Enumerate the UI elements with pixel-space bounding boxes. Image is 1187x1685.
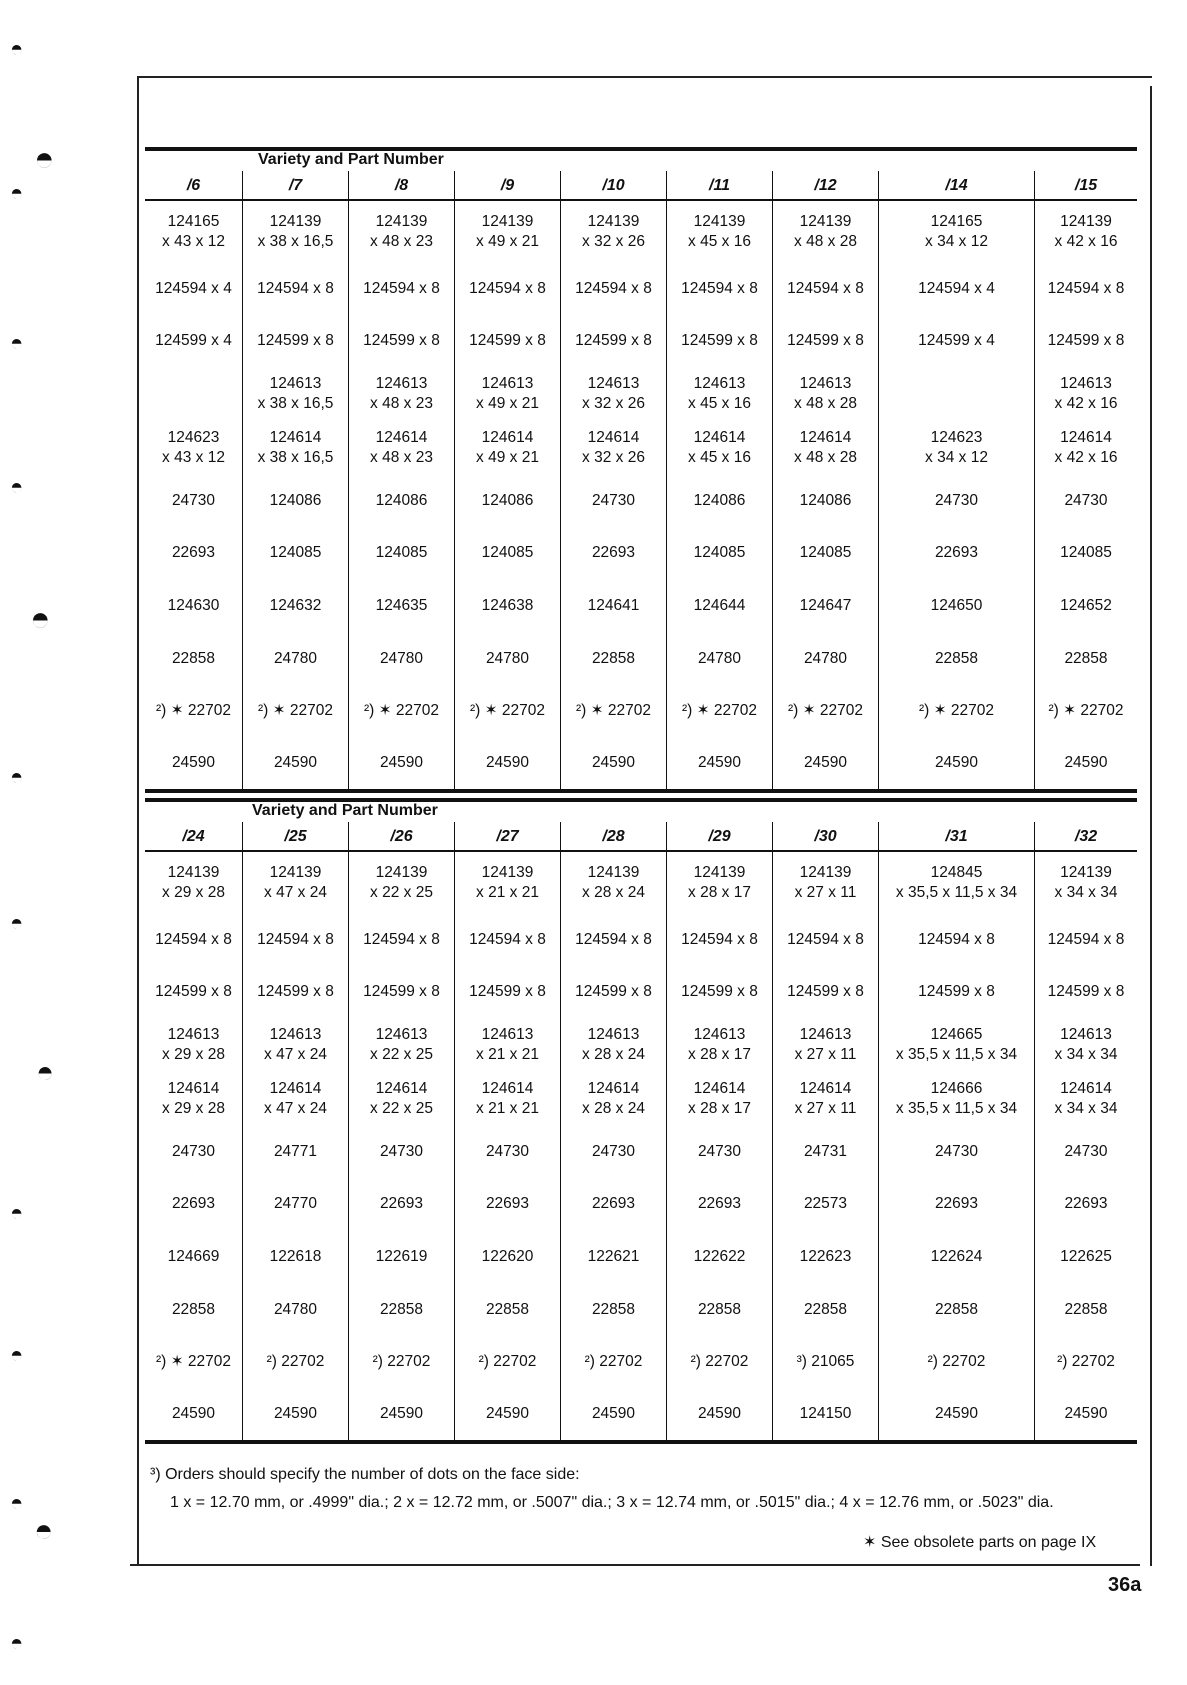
table-cell: [879, 367, 1034, 421]
table-cell: 22693: [171, 544, 216, 561]
table-cell: 24730: [171, 492, 216, 509]
table-cell: 124614 x 38 x 16,5: [257, 429, 334, 466]
table-cell: 124614 x 48 x 28: [794, 429, 857, 466]
table-cell: ²) ✶ 22702: [575, 702, 652, 719]
table-cell: 22858: [697, 1301, 742, 1318]
frame-right: [1150, 86, 1152, 1566]
table-column: [1035, 201, 1137, 789]
table-cell: 124599 x 8: [363, 983, 440, 1000]
table-cell: 124650: [930, 597, 983, 614]
table-cell: 22693: [485, 1195, 530, 1212]
table-cell: 24590: [485, 1405, 530, 1422]
punch-hole-mark: ◓: [10, 1200, 24, 1225]
table-cell: 24730: [1064, 492, 1108, 509]
table-cell: 124613 x 29 x 28: [162, 1026, 225, 1063]
table-title: Variety and Part Number: [252, 802, 438, 819]
table-cell: 22858: [379, 1301, 424, 1318]
table-cell: 124594 x 8: [681, 280, 758, 297]
table-cell: 24590: [171, 1405, 216, 1422]
table-cell: 124594 x 8: [918, 931, 995, 948]
table-cell: 22693: [591, 1195, 636, 1212]
table-cell: 124623 x 43 x 12: [162, 429, 225, 466]
table-cell: ²) 22702: [372, 1353, 431, 1370]
table-cell: 124085: [1060, 544, 1112, 561]
table-cell: 124652: [1060, 597, 1112, 614]
table-cell: 124614 x 22 x 25: [370, 1080, 433, 1117]
table-cell: 124594 x 8: [575, 931, 652, 948]
table-cell: ²) 22702: [266, 1353, 325, 1370]
table-cell: ²) 22702: [478, 1353, 537, 1370]
table-cell: 124594 x 8: [787, 280, 864, 297]
table-cell: 124599 x 8: [469, 332, 546, 349]
table-column: [455, 852, 561, 1440]
punch-hole-mark: ◓: [10, 1490, 24, 1515]
table-bottom-rule: [145, 789, 1137, 793]
table-cell: 24590: [697, 754, 742, 771]
column-header: /28: [561, 822, 667, 850]
table-cell: 124086: [269, 492, 322, 509]
table-cell: 24590: [934, 1405, 979, 1422]
punch-hole-mark: ◓: [34, 140, 55, 178]
table-cell: 124139 x 21 x 21: [476, 864, 539, 901]
table-cell: 124594 x 8: [257, 280, 334, 297]
table-cell: 24730: [934, 492, 979, 509]
table-cell: 124139 x 45 x 16: [688, 213, 751, 250]
table-cell: 124139 x 48 x 23: [370, 213, 433, 250]
parts-table-2: [145, 798, 1137, 1444]
table-cell: 124599 x 4: [155, 332, 232, 349]
table-column: [349, 201, 455, 789]
table-cell: 124599 x 8: [469, 983, 546, 1000]
table-cell: 24730: [379, 1143, 424, 1160]
table-column: [145, 852, 243, 1440]
column-header: /8: [349, 171, 455, 199]
frame-bottom: [130, 1564, 1140, 1566]
table-cell: 22858: [803, 1301, 848, 1318]
table-cell: 124086: [375, 492, 428, 509]
table-cell: 124599 x 8: [1047, 332, 1125, 349]
table-cell: 124594 x 8: [363, 931, 440, 948]
table-cell: 124139 x 32 x 26: [582, 213, 645, 250]
table-cell: 124594 x 8: [469, 280, 546, 297]
table-cell: 124599 x 8: [1047, 983, 1125, 1000]
table-cell: 24780: [697, 650, 742, 667]
table-cell: 124613 x 27 x 11: [794, 1026, 857, 1063]
table-title: Variety and Part Number: [258, 151, 444, 168]
table-cell: ²) ✶ 22702: [681, 702, 758, 719]
punch-hole-mark: ◓: [10, 330, 24, 355]
table-cell: ³) 21065: [796, 1353, 855, 1370]
table-cell: 124647: [799, 597, 852, 614]
table-cell: 124599 x 8: [257, 983, 334, 1000]
table-cell: 124599 x 8: [575, 983, 652, 1000]
table-cell: 124139 x 29 x 28: [162, 864, 225, 901]
table-cell: 124641: [587, 597, 640, 614]
punch-hole-mark: ◓: [34, 1512, 54, 1548]
parts-table-1: [145, 147, 1137, 793]
table-column: [773, 201, 879, 789]
table-cell: 124613 x 45 x 16: [688, 375, 751, 412]
table-cell: 124085: [693, 544, 746, 561]
footnote-diameters: 1 x = 12.70 mm, or .4999" dia.; 2 x = 12.72 mm, or .5007" dia.; 3 x = 12.74 mm, or .5015" dia.; 4 x = 12.76 mm, or .5023" dia.: [170, 1494, 1054, 1511]
table-cell: 124139 x 38 x 16,5: [257, 213, 334, 250]
table-cell: ²) ✶ 22702: [918, 702, 995, 719]
punch-hole-mark: ◓: [10, 180, 24, 205]
table-column: [773, 852, 879, 1440]
punch-hole-mark: ◓: [30, 600, 51, 638]
table-cell: 124594 x 8: [257, 931, 334, 948]
table-cell: 24780: [379, 650, 424, 667]
table-cell: 124594 x 8: [787, 931, 864, 948]
table-cell: 124594 x 8: [681, 931, 758, 948]
punch-hole-mark: ◓: [10, 36, 24, 61]
table-cell: 124599 x 8: [363, 332, 440, 349]
table-cell: 124666 x 35,5 x 11,5 x 34: [895, 1080, 1018, 1117]
table-cell: 24590: [273, 754, 318, 771]
table-cell: 124139 x 49 x 21: [476, 213, 539, 250]
table-cell: 122620: [481, 1248, 534, 1265]
column-header: /7: [243, 171, 349, 199]
table-cell: 124614 x 27 x 11: [794, 1080, 857, 1117]
table-cell: 124614 x 49 x 21: [476, 429, 539, 466]
table-cell: 24590: [591, 1405, 636, 1422]
table-cell: 122621: [587, 1248, 640, 1265]
table-column: [455, 201, 561, 789]
table-cell: 122618: [269, 1248, 322, 1265]
table-cell: 24730: [485, 1143, 530, 1160]
table-cell: 124085: [375, 544, 428, 561]
table-cell: 124594 x 8: [363, 280, 440, 297]
table-cell: 22858: [934, 650, 979, 667]
table-cell: 22858: [171, 650, 216, 667]
table-cell: 124139 x 28 x 17: [688, 864, 751, 901]
table-cell: 124623 x 34 x 12: [925, 429, 988, 466]
table-cell: 24730: [591, 492, 636, 509]
table-cell: 24730: [1064, 1143, 1108, 1160]
table-cell: 122623: [799, 1248, 852, 1265]
table-cell: 124599 x 8: [257, 332, 334, 349]
table-cell: 124150: [799, 1405, 852, 1422]
table-cell: 124086: [799, 492, 852, 509]
table-cell: 22693: [591, 544, 636, 561]
table-cell: 24780: [273, 650, 318, 667]
table-cell: 124085: [481, 544, 534, 561]
footnote-dots: ³) Orders should specify the number of dots on the face side:: [150, 1466, 580, 1483]
column-header: /27: [455, 822, 561, 850]
table-column: [145, 201, 243, 789]
table-cell: 124613 x 32 x 26: [582, 375, 645, 412]
table-cell: 124086: [481, 492, 534, 509]
table-cell: 124614 x 45 x 16: [688, 429, 751, 466]
table-cell: 24590: [171, 754, 216, 771]
table-cell: 24730: [934, 1143, 979, 1160]
table-cell: 22858: [171, 1301, 216, 1318]
table-cell: 124845 x 35,5 x 11,5 x 34: [895, 864, 1018, 901]
table-cell: 22858: [1064, 1301, 1108, 1318]
table-cell: 124599 x 8: [681, 983, 758, 1000]
table-cell: 24590: [1064, 1405, 1108, 1422]
column-header: /9: [455, 171, 561, 199]
table-cell: 124139 x 28 x 24: [582, 864, 645, 901]
column-header: /26: [349, 822, 455, 850]
table-column: [667, 201, 773, 789]
table-cell: 24780: [803, 650, 848, 667]
table-cell: 124613 x 47 x 24: [264, 1026, 327, 1063]
table-cell: 124594 x 8: [1047, 931, 1125, 948]
table-cell: 122625: [1060, 1248, 1112, 1265]
table-cell: 124614 x 34 x 34: [1054, 1080, 1118, 1117]
table-column: [667, 852, 773, 1440]
table-cell: 124599 x 8: [575, 332, 652, 349]
table-cell: 24590: [485, 754, 530, 771]
table-body: [145, 199, 1137, 789]
table-cell: 24590: [379, 754, 424, 771]
punch-hole-mark: ◓: [10, 1630, 24, 1655]
table-cell: 124665 x 35,5 x 11,5 x 34: [895, 1026, 1018, 1063]
table-cell: 22858: [591, 650, 636, 667]
table-cell: 124086: [693, 492, 746, 509]
table-cell: 122619: [375, 1248, 428, 1265]
table-cell: 124139 x 22 x 25: [370, 864, 433, 901]
table-cell: 22693: [171, 1195, 216, 1212]
column-header-row: [145, 171, 1137, 199]
table-cell: 124635: [375, 597, 428, 614]
table-cell: 124630: [167, 597, 220, 614]
table-cell: 22858: [591, 1301, 636, 1318]
table-cell: 124644: [693, 597, 746, 614]
table-cell: 124613 x 38 x 16,5: [257, 375, 334, 412]
table-cell: 22693: [697, 1195, 742, 1212]
column-header: /6: [145, 171, 243, 199]
table-cell: 124594 x 4: [155, 280, 232, 297]
table-column: [243, 201, 349, 789]
binder-holes: [0, 0, 60, 1685]
column-header: /25: [243, 822, 349, 850]
column-header: /15: [1074, 177, 1098, 194]
punch-hole-mark: ◓: [10, 910, 24, 935]
table-cell: ²) ✶ 22702: [155, 702, 232, 719]
table-cell: ²) ✶ 22702: [257, 702, 334, 719]
column-header: /31: [879, 822, 1035, 850]
table-cell: ²) ✶ 22702: [469, 702, 546, 719]
table-cell: 124594 x 4: [918, 280, 995, 297]
table-cell: ²) ✶ 22702: [363, 702, 440, 719]
table-cell: 124632: [269, 597, 322, 614]
table-cell: 24730: [591, 1143, 636, 1160]
table-cell: 22573: [803, 1195, 848, 1212]
table-cell: 124139 x 27 x 11: [794, 864, 857, 901]
footnote-obsolete: ✶ See obsolete parts on page IX: [863, 1534, 1097, 1551]
table-cell: 24771: [273, 1143, 318, 1160]
table-cell: 24590: [803, 754, 848, 771]
table-cell: 24731: [803, 1143, 848, 1160]
table-cell: ²) 22702: [584, 1353, 643, 1370]
table-cell: 22858: [1064, 650, 1108, 667]
table-cell: 124614 x 28 x 24: [582, 1080, 645, 1117]
table-cell: 22858: [485, 1301, 530, 1318]
table-cell: 124614 x 21 x 21: [476, 1080, 539, 1117]
table-cell: 124613 x 48 x 28: [794, 375, 857, 412]
page-number: 36a: [1108, 1574, 1142, 1596]
table-cell: 24730: [171, 1143, 216, 1160]
punch-hole-mark: ◓: [10, 1342, 24, 1367]
table-cell: 124594 x 8: [575, 280, 652, 297]
table-cell: 124599 x 8: [787, 983, 864, 1000]
column-header-row: [145, 822, 1137, 850]
table-cell: 124594 x 8: [469, 931, 546, 948]
table-column: [243, 852, 349, 1440]
table-cell: 124139 x 42 x 16: [1054, 213, 1118, 250]
punch-hole-mark: ◓: [36, 1056, 55, 1089]
table-cell: ²) ✶ 22702: [155, 1353, 232, 1370]
table-cell: ²) ✶ 22702: [1048, 702, 1124, 719]
table-cell: 24780: [485, 650, 530, 667]
table-cell: 124613 x 34 x 34: [1054, 1026, 1118, 1063]
table-cell: 24780: [273, 1301, 318, 1318]
table-cell: [145, 367, 242, 421]
table-cell: 124613 x 42 x 16: [1054, 375, 1118, 412]
table-cell: 124599 x 4: [918, 332, 995, 349]
table-cell: 124085: [269, 544, 322, 561]
table-column: [561, 201, 667, 789]
table-cell: 24590: [591, 754, 636, 771]
table-cell: 124613 x 28 x 17: [688, 1026, 751, 1063]
table-cell: 124613 x 22 x 25: [370, 1026, 433, 1063]
table-cell: 22858: [934, 1301, 979, 1318]
table-cell: 124165 x 43 x 12: [162, 213, 225, 250]
table-cell: 124085: [799, 544, 852, 561]
table-column: [561, 852, 667, 1440]
table-cell: 24770: [273, 1195, 318, 1212]
table-cell: ²) ✶ 22702: [787, 702, 864, 719]
table-cell: 124638: [481, 597, 534, 614]
table-cell: 124599 x 8: [681, 332, 758, 349]
table-cell: 24590: [697, 1405, 742, 1422]
table-cell: 124613 x 48 x 23: [370, 375, 433, 412]
table-cell: 22693: [934, 1195, 979, 1212]
table-cell: 24730: [697, 1143, 742, 1160]
column-header: /11: [667, 171, 773, 199]
table-cell: ²) 22702: [1057, 1353, 1115, 1370]
table-cell: 122624: [930, 1248, 983, 1265]
table-cell: 124139 x 48 x 28: [794, 213, 857, 250]
table-cell: 124614 x 48 x 23: [370, 429, 433, 466]
table-cell: 22693: [934, 544, 979, 561]
table-cell: 24590: [1064, 754, 1108, 771]
table-cell: 122622: [693, 1248, 746, 1265]
table-cell: ²) 22702: [927, 1353, 986, 1370]
table-cell: 22693: [379, 1195, 424, 1212]
table-cell: 124599 x 8: [155, 983, 232, 1000]
table-cell: 124614 x 28 x 17: [688, 1080, 751, 1117]
column-header: /32: [1074, 828, 1098, 845]
table-cell: 124139 x 34 x 34: [1054, 864, 1118, 901]
table-column: [879, 201, 1035, 789]
table-cell: 124614 x 47 x 24: [264, 1080, 327, 1117]
table-cell: 24590: [379, 1405, 424, 1422]
column-header: /14: [879, 171, 1035, 199]
column-header: /10: [561, 171, 667, 199]
table-cell: 24590: [273, 1405, 318, 1422]
column-header: /30: [773, 822, 879, 850]
table-column: [879, 852, 1035, 1440]
table-cell: 24590: [934, 754, 979, 771]
table-cell: ²) 22702: [690, 1353, 749, 1370]
column-header: /29: [667, 822, 773, 850]
table-column: [349, 852, 455, 1440]
punch-hole-mark: ◓: [10, 474, 24, 499]
table-cell: 22693: [1064, 1195, 1108, 1212]
punch-hole-mark: ◓: [10, 764, 24, 789]
table-body: [145, 850, 1137, 1440]
table-cell: 124594 x 8: [1047, 280, 1125, 297]
table-cell: 124599 x 8: [918, 983, 995, 1000]
table-cell: 124165 x 34 x 12: [925, 213, 988, 250]
table-cell: 124614 x 29 x 28: [162, 1080, 225, 1117]
frame-left: [137, 76, 139, 1566]
table-cell: 124614 x 32 x 26: [582, 429, 645, 466]
table-cell: 124614 x 42 x 16: [1054, 429, 1118, 466]
table-cell: 124613 x 21 x 21: [476, 1026, 539, 1063]
table-cell: 124599 x 8: [787, 332, 864, 349]
column-header: /12: [773, 171, 879, 199]
frame-top: [137, 76, 1152, 78]
column-header: /24: [145, 822, 243, 850]
table-cell: 124613 x 49 x 21: [476, 375, 539, 412]
table-column: [1035, 852, 1137, 1440]
table-cell: 124669: [167, 1248, 220, 1265]
table-cell: 124594 x 8: [155, 931, 232, 948]
table-cell: 124613 x 28 x 24: [582, 1026, 645, 1063]
table-cell: 124139 x 47 x 24: [264, 864, 327, 901]
table-bottom-rule: [145, 1440, 1137, 1444]
